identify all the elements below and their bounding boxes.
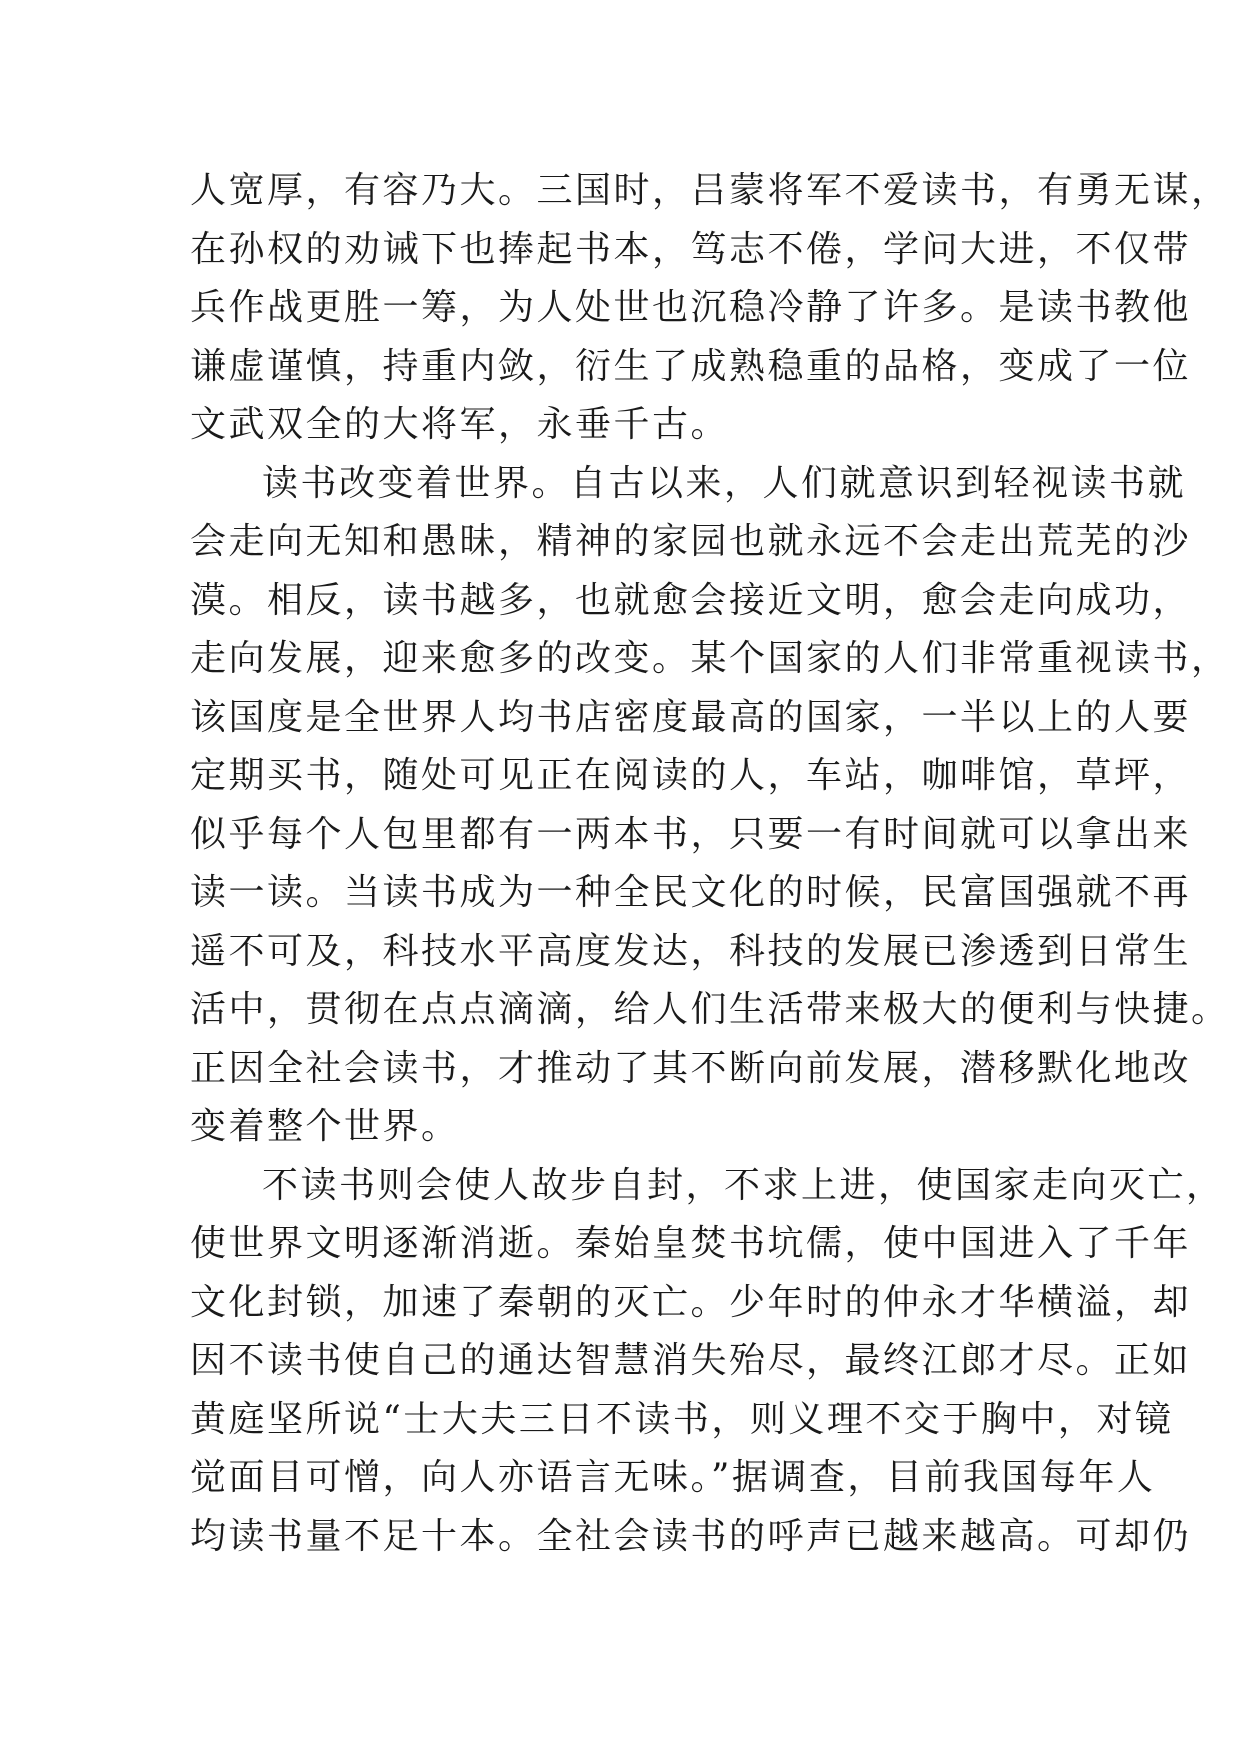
text-line: 觉面目可憎，向人亦语言无味。”据调查，目前我国每年人 — [190, 1457, 1156, 1498]
text-line: 黄庭坚所说“士大夫三日不读书，则义理不交于胸中，对镜 — [190, 1398, 1174, 1440]
text-line: 均读书量不足十本。全社会读书的呼声已越来越高。可却仍 — [190, 1515, 1192, 1557]
text-line: 兵作战更胜一筹，为人处世也沉稳冷静了许多。是读书教他 — [190, 287, 1192, 328]
body-text — [190, 162, 1230, 1566]
paragraph-3 — [190, 1157, 1225, 1567]
text-line: 活中，贯彻在点点滴滴，给人们生活带来极大的便利与快捷。 — [190, 989, 1230, 1030]
text-line: 在孙权的劝诫下也捧起书本，笃志不倦，学问大进，不仅带 — [190, 228, 1192, 270]
text-line: 不读书则会使人故步自封，不求上进，使国家走向灭亡， — [262, 1164, 1225, 1206]
text-line: 会走向无知和愚昧，精神的家园也就永远不会走出荒芜的沙 — [190, 521, 1192, 562]
text-line: 读书改变着世界。自古以来，人们就意识到轻视读书就 — [262, 462, 1187, 504]
text-line: 文武双全的大将军，永垂千古。 — [190, 404, 730, 445]
paragraph-1 — [190, 162, 1230, 455]
text-line: 谦虚谨慎，持重内敛，衍生了成熟稳重的品格，变成了一位 — [190, 345, 1192, 387]
text-line: 走向发展，迎来愈多的改变。某个国家的人们非常重视读书， — [190, 638, 1230, 679]
text-line: 似乎每个人包里都有一两本书，只要一有时间就可以拿出来 — [190, 813, 1192, 855]
text-line: 定期买书，随处可见正在阅读的人，车站，咖啡馆，草坪， — [190, 755, 1192, 796]
paragraph-2 — [190, 455, 1230, 1157]
text-line: 漠。相反，读书越多，也就愈会接近文明，愈会走向成功， — [190, 579, 1192, 621]
text-line: 因不读书使自己的通达智慧消失殆尽，最终江郎才尽。正如 — [190, 1340, 1192, 1381]
text-line: 文化封锁，加速了秦朝的灭亡。少年时的仲永才华横溢，却 — [190, 1281, 1192, 1323]
text-line: 读一读。当读书成为一种全民文化的时候，民富国强就不再 — [190, 872, 1192, 913]
text-line: 该国度是全世界人均书店密度最高的国家，一半以上的人要 — [190, 696, 1192, 738]
text-line: 正因全社会读书，才推动了其不断向前发展，潜移默化地改 — [190, 1047, 1192, 1089]
text-line: 使世界文明逐渐消逝。秦始皇焚书坑儒，使中国进入了千年 — [190, 1223, 1192, 1264]
text-line: 人宽厚，有容乃大。三国时，吕蒙将军不爱读书，有勇无谋， — [190, 170, 1230, 211]
text-line: 变着整个世界。 — [190, 1106, 460, 1147]
text-line: 遥不可及，科技水平高度发达，科技的发展已渗透到日常生 — [190, 930, 1192, 972]
